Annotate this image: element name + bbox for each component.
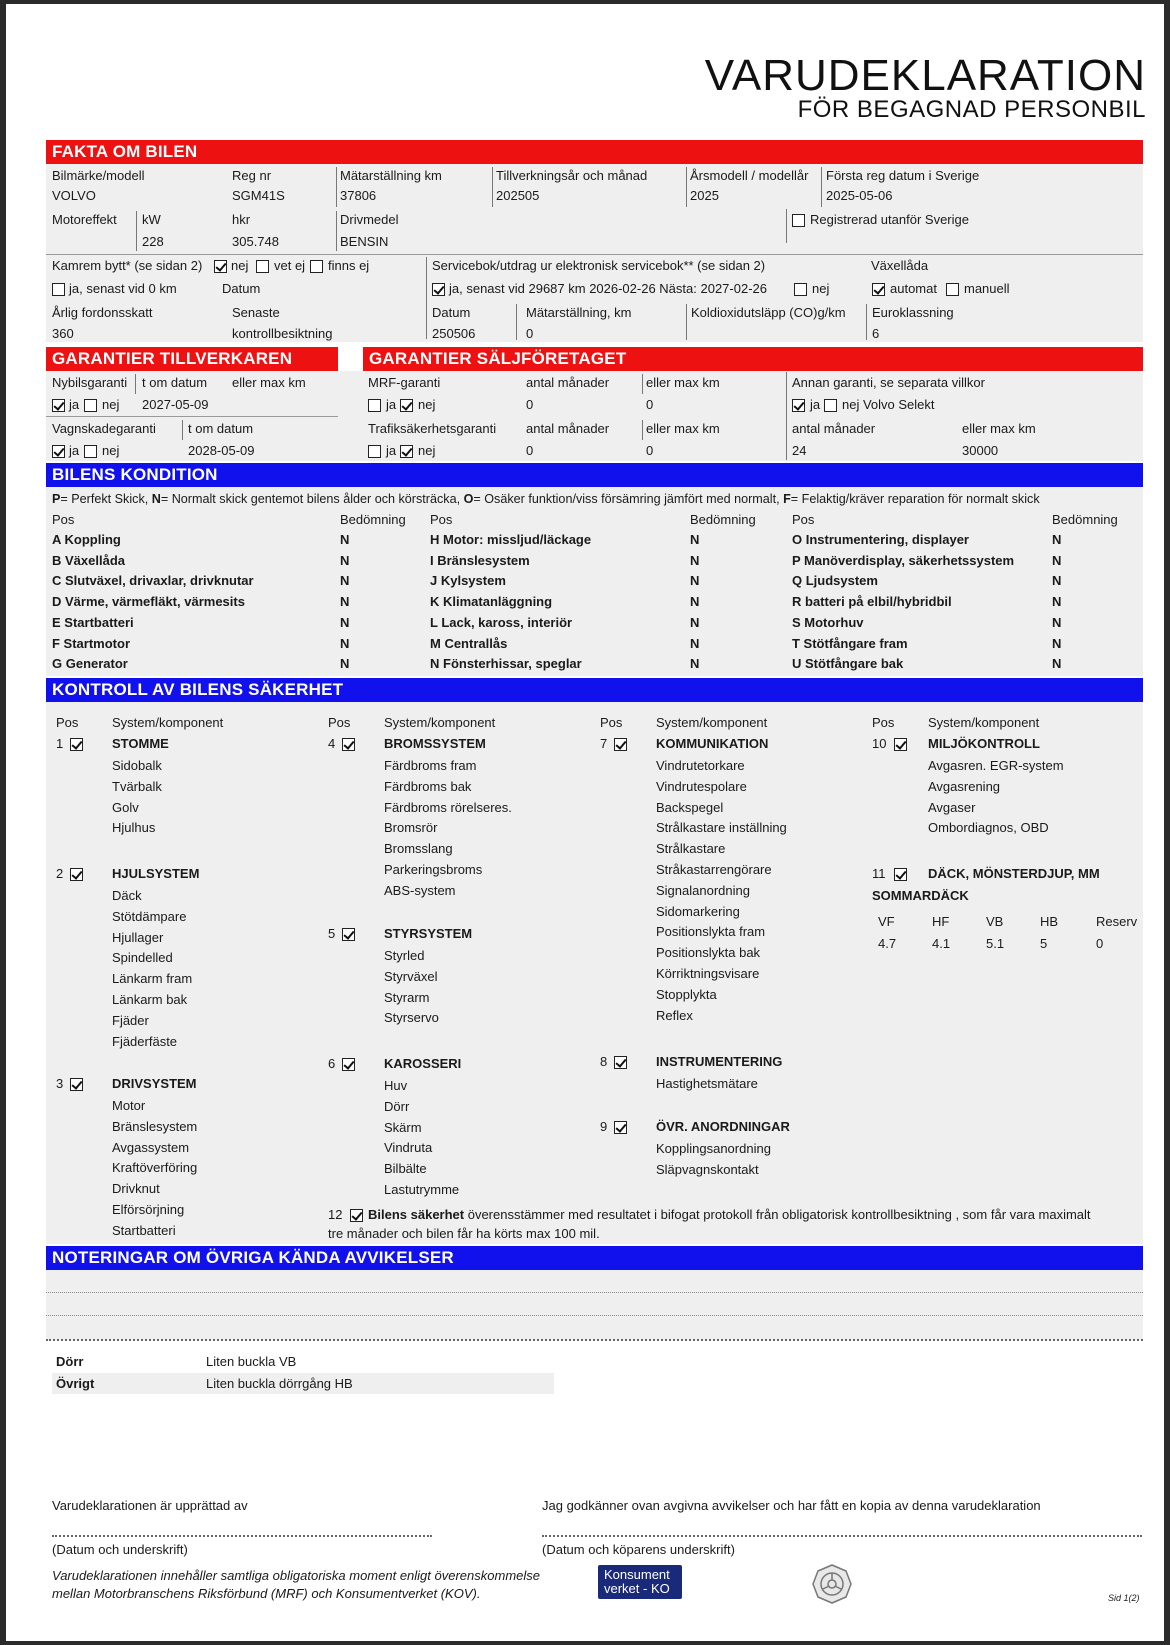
kontroll-pos: 1: [56, 736, 64, 751]
kontroll-component: Drivknut: [112, 1181, 160, 1197]
label-servicebok-nej: nej: [812, 281, 830, 296]
kontroll-component: Strålkastare inställning: [656, 820, 787, 836]
section-header-garanti-saljforetaget: GARANTIER SÄLJFÖRETAGET: [363, 347, 1143, 371]
value-trafik-manader: 0: [526, 443, 534, 458]
kondition-item-label: Q Ljudsystem: [792, 573, 878, 589]
kondition-item-value: N: [690, 656, 700, 672]
kondition-item-value: N: [690, 552, 700, 568]
checkbox-kamrem-vet-ej[interactable]: [256, 260, 269, 273]
kontroll-component: Ombordiagnos, OBD: [928, 820, 1049, 836]
kontroll-component: Styrservo: [384, 1010, 439, 1026]
kontroll-pos-header-2: Pos: [328, 715, 351, 730]
kontroll-pos-12-text-2: tre månader och bilen får ha körts max 100 mil.: [328, 1226, 600, 1241]
kontroll-component: Avgasren. EGR-system: [928, 758, 1064, 773]
value-annan-garanti: nej Volvo Selekt: [842, 397, 935, 412]
checkbox-vagnskada-nej[interactable]: [84, 445, 97, 458]
checkbox-kontroll-g10[interactable]: [894, 738, 907, 751]
label-vagnskada-tom-datum: t om datum: [188, 421, 254, 436]
kontroll-pos: 4: [328, 736, 336, 751]
label-kamrem: Kamrem bytt* (se sidan 2): [52, 258, 203, 273]
kondition-item-value: N: [340, 656, 350, 672]
checkbox-kontroll-g11[interactable]: [894, 868, 907, 881]
label-drivmedel: Drivmedel: [340, 212, 399, 227]
checkbox-kontroll-g2[interactable]: [70, 868, 83, 881]
kontroll-component: Hjulhus: [112, 820, 156, 836]
kontroll-component: Länkarm fram: [112, 971, 193, 987]
checkbox-kontroll-g9[interactable]: [614, 1121, 627, 1134]
kondition-item-label: R batteri på elbil/hybridbil: [792, 594, 952, 610]
value-annan-km: 30000: [962, 443, 999, 458]
kondition-item-value: N: [690, 635, 700, 651]
kontroll-pos: 5: [328, 926, 336, 941]
value-forsta-reg: 2025-05-06: [826, 188, 893, 203]
kondition-item-label: M Centrallås: [430, 635, 508, 651]
checkbox-kamrem-nej[interactable]: [214, 260, 227, 273]
kontroll-system-header-2: System/komponent: [384, 715, 496, 730]
label-hkr: hkr: [232, 212, 251, 227]
kondition-item-label: P Manöverdisplay, säkerhetssystem: [792, 552, 1015, 568]
kontroll-component: Stötdämpare: [112, 908, 187, 924]
label-annan-ja: ja: [810, 397, 821, 412]
tire-header: VF: [878, 914, 895, 929]
kontroll-component: Tvärbalk: [112, 778, 162, 794]
checkbox-kontroll-g6[interactable]: [342, 1058, 355, 1071]
kontroll-component: Stopplykta: [656, 986, 717, 1002]
kontroll-component: Positionslykta fram: [656, 924, 766, 940]
value-regnr: SGM41S: [232, 188, 285, 203]
label-manuell: manuell: [964, 281, 1010, 296]
kondition-item-label: U Stötfångare bak: [792, 656, 904, 672]
label-nybilsgaranti: Nybilsgaranti: [52, 375, 128, 390]
value-matarstallning-2: 0: [526, 326, 534, 341]
kontroll-pos: 3: [56, 1076, 64, 1091]
tire-header: VB: [986, 914, 1004, 929]
label-mrf-nej: nej: [418, 397, 436, 412]
kontroll-component: Dörr: [384, 1098, 410, 1114]
kontroll-group-title: DRIVSYSTEM: [112, 1076, 197, 1091]
checkbox-kamrem-finns-ej[interactable]: [310, 260, 323, 273]
checkbox-annan-ja[interactable]: [792, 399, 805, 412]
kontroll-pos: 11: [872, 866, 886, 881]
checkbox-pos-12[interactable]: [350, 1209, 363, 1222]
checkbox-kamrem-ja[interactable]: [52, 283, 65, 296]
kondition-item-value: N: [340, 635, 350, 651]
kondition-item-label: I Bränslesystem: [430, 552, 530, 568]
kontroll-component: Avgasrening: [928, 778, 1001, 794]
value-senaste: kontrollbesiktning: [232, 326, 333, 341]
label-annan-manader: antal månader: [792, 421, 876, 436]
kondition-item-value: N: [690, 573, 700, 589]
section-header-garanti-tillverkaren: GARANTIER TILLVERKAREN: [46, 347, 338, 371]
kondition-item-label: K Klimatanläggning: [430, 594, 553, 610]
kontroll-pos-12-text: Bilens säkerhet överensstämmer med resultatet i bifogat protokoll från obligatorisk kontrollbesiktning , som får vara maximalt: [368, 1207, 1091, 1222]
label-godkanner: Jag godkänner ovan avgivna avvikelser och har fått en kopia av denna varudeklaration: [542, 1498, 1041, 1513]
kondition-item-label: S Motorhuv: [792, 614, 864, 630]
kondition-pos-header-1: Pos: [52, 512, 75, 527]
checkbox-kontroll-g3[interactable]: [70, 1078, 83, 1091]
kontroll-group-title: ÖVR. ANORDNINGAR: [656, 1119, 790, 1134]
tire-header: HF: [932, 914, 950, 929]
kontroll-component: Positionslykta bak: [656, 945, 761, 961]
label-senaste: Senaste: [232, 305, 280, 320]
kondition-item-label: C Slutväxel, drivaxlar, drivknutar: [52, 573, 254, 589]
value-annan-manader: 24: [792, 443, 807, 458]
kondition-item-value: N: [340, 614, 350, 630]
kontroll-pos: 10: [872, 736, 887, 751]
kontroll-component: Länkarm bak: [112, 992, 188, 1007]
kontroll-group-title: STOMME: [112, 736, 169, 751]
kontroll-component: Vindrutetorkare: [656, 758, 745, 773]
label-nybil-max-km: eller max km: [232, 375, 306, 390]
kontroll-component: Kraftöverföring: [112, 1160, 198, 1176]
kontroll-component: Bilbälte: [384, 1161, 427, 1177]
kondition-item-value: N: [1052, 656, 1062, 672]
kondition-item-value: N: [1052, 532, 1062, 547]
label-tillverkning: Tillverkningsår och månad: [496, 168, 648, 183]
kontroll-component: Färdbroms rörelseres.: [384, 799, 512, 815]
kontroll-component: Bränslesystem: [112, 1118, 198, 1134]
kondition-item-value: N: [690, 594, 700, 610]
label-datum-kopare: (Datum och köparens underskrift): [542, 1542, 735, 1557]
kontroll-component: Släpvagnskontakt: [656, 1161, 759, 1177]
kondition-bedomning-header-1: Bedömning: [340, 512, 406, 527]
kondition-item-label: T Stötfångare fram: [792, 635, 908, 651]
kontroll-component: Backspegel: [656, 799, 724, 815]
kontroll-component: Färdbroms fram: [384, 758, 477, 773]
kontroll-pos: 8: [600, 1054, 608, 1069]
kontroll-component: Spindelled: [112, 950, 173, 966]
value-trafik-km: 0: [646, 443, 654, 458]
checkbox-servicebok-ja[interactable]: [432, 283, 445, 296]
checkbox-nybil-ja[interactable]: [52, 399, 65, 412]
kondition-item-value: N: [340, 594, 350, 610]
kondition-item-value: N: [340, 552, 350, 568]
value-matarstallning: 37806: [340, 188, 377, 203]
kondition-item-value: N: [1052, 594, 1062, 610]
checkbox-annan-nej[interactable]: [824, 399, 837, 412]
value-besiktning-datum: 250506: [432, 326, 476, 341]
kontroll-group-title: BROMSSYSTEM: [384, 736, 486, 751]
kontroll-group-title: MILJÖKONTROLL: [928, 736, 1040, 751]
kondition-item-value: N: [340, 573, 350, 589]
kontroll-group-title: KAROSSERI: [384, 1056, 462, 1071]
tire-header: HB: [1040, 914, 1059, 929]
kontroll-component: Fjäder: [112, 1012, 149, 1028]
value-kw: 228: [142, 234, 164, 249]
kontroll-component: Parkeringsbroms: [384, 862, 483, 877]
signature-line-buyer[interactable]: [542, 1535, 1142, 1537]
kontroll-pos: 6: [328, 1056, 336, 1071]
note-value: Liten buckla VB: [206, 1354, 297, 1369]
kondition-item-label: N Fönsterhissar, speglar: [430, 656, 582, 672]
tire-depth-value: 5: [1040, 936, 1048, 951]
kondition-item-label: B Växellåda: [52, 552, 125, 568]
kontroll-pos: 2: [56, 866, 64, 881]
declaration-page: [6, 4, 1164, 1641]
section-header-kondition: BILENS KONDITION: [46, 463, 1143, 487]
kontroll-component: Reflex: [656, 1007, 693, 1023]
page-subtitle: FÖR BEGAGNAD PERSONBIL: [797, 96, 1146, 123]
value-drivmedel: BENSIN: [340, 234, 389, 249]
kontroll-component: Fjäderfäste: [112, 1033, 178, 1049]
checkbox-kontroll-g8[interactable]: [614, 1056, 627, 1069]
kontroll-system-header-4: System/komponent: [928, 715, 1040, 730]
label-koldioxid: Koldioxidutsläpp (CO)g/km: [691, 305, 846, 320]
footer-note-2: mellan Motorbranschens Riksförbund (MRF) och Konsumentverket (KOV).: [52, 1586, 481, 1601]
note-value: Liten buckla dörrgång HB: [206, 1376, 353, 1391]
kondition-item-value: N: [1052, 552, 1062, 568]
label-vagnskadegaranti: Vagnskadegaranti: [52, 421, 156, 436]
value-euroklass: 6: [872, 326, 880, 341]
kondition-item-label: D Värme, värmefläkt, värmesits: [52, 594, 245, 610]
checkbox-trafik-ja[interactable]: [368, 445, 381, 458]
kontroll-component: Motor: [112, 1098, 146, 1113]
kontroll-component: Hastighetsmätare: [656, 1076, 758, 1091]
kontroll-pos-header-4: Pos: [872, 715, 895, 730]
note-label: Övrigt: [56, 1376, 95, 1391]
label-nybil-ja: ja: [69, 397, 80, 412]
kondition-item-label: L Lack, kaross, interiör: [430, 614, 573, 630]
label-vaxellada: Växellåda: [871, 258, 929, 273]
value-nybil-datum: 2027-05-09: [142, 397, 209, 412]
checkbox-kontroll-g5[interactable]: [342, 928, 355, 941]
kontroll-component: ABS-system: [384, 882, 456, 898]
konsumentverket-logo: Konsument verket - KO: [598, 1565, 682, 1599]
kontroll-component: Färdbroms bak: [384, 778, 472, 794]
kontroll-component: Sidomarkering: [656, 903, 740, 919]
value-vagnskada-datum: 2028-05-09: [188, 443, 255, 458]
label-fordonsskatt: Årlig fordonsskatt: [52, 305, 153, 320]
kontroll-group-title: KOMMUNIKATION: [656, 736, 769, 751]
page-number: Sid 1(2): [1108, 1593, 1140, 1603]
kondition-item-label: A Koppling: [52, 532, 121, 547]
label-annan-garanti: Annan garanti, se separata villkor: [792, 375, 985, 390]
tire-header: Reserv: [1096, 914, 1138, 929]
label-kw: kW: [142, 212, 161, 227]
value-hkr: 305.748: [232, 234, 279, 249]
kontroll-component: Hjullager: [112, 929, 164, 945]
kondition-item-label: J Kylsystem: [430, 573, 506, 589]
label-mrf-ja: ja: [386, 397, 397, 412]
label-nybil-tom-datum: t om datum: [142, 375, 208, 390]
label-vagnskada-nej: nej: [102, 443, 120, 458]
kontroll-pos: 7: [600, 736, 608, 751]
label-trafiksakerhetsgaranti: Trafiksäkerhetsgaranti: [368, 421, 497, 436]
label-upprattad-av: Varudeklarationen är upprättad av: [52, 1498, 248, 1513]
tire-depth-value: 0: [1096, 936, 1104, 951]
kontroll-component: Lastutrymme: [384, 1182, 460, 1197]
label-annan-max-km: eller max km: [962, 421, 1036, 436]
kontroll-pos-header-3: Pos: [600, 715, 623, 730]
checkbox-reg-utanfor[interactable]: [792, 214, 805, 227]
kontroll-component: Avgassystem: [112, 1139, 190, 1155]
label-kamrem-vet-ej: vet ej: [274, 258, 306, 273]
label-nybil-nej: nej: [102, 397, 120, 412]
kontroll-component: Körriktningsvisare: [656, 966, 760, 981]
kontroll-component: Avgaser: [928, 799, 976, 815]
label-mrf-manader: antal månader: [526, 375, 610, 390]
label-trafik-manader: antal månader: [526, 421, 610, 436]
kontroll-component: Strålkastare: [656, 841, 726, 857]
kontroll-group-title: HJULSYSTEM: [112, 866, 200, 881]
value-mrf-manader: 0: [526, 397, 534, 412]
value-tillverkning: 202505: [496, 188, 540, 203]
kontroll-component: Huv: [384, 1078, 408, 1093]
footer-note-1: Varudeklarationen innehåller samtliga obligatoriska moment enligt överenskommelse: [52, 1568, 540, 1583]
kontroll-component: Sidobalk: [112, 758, 162, 773]
kontroll-group-title: INSTRUMENTERING: [656, 1054, 783, 1069]
kontroll-pos-12: 12: [328, 1207, 343, 1222]
label-trafik-nej: nej: [418, 443, 436, 458]
label-kamrem-datum: Datum: [222, 281, 261, 296]
kontroll-component: Vindrutespolare: [656, 778, 747, 794]
label-kamrem-ja: ja, senast vid 0 km: [69, 281, 177, 296]
kontroll-component: Startbatteri: [112, 1222, 176, 1238]
label-datum-underskrift: (Datum och underskrift): [52, 1542, 188, 1557]
kontroll-system-header-1: System/komponent: [112, 715, 224, 730]
label-mrf-garanti: MRF-garanti: [368, 375, 441, 390]
checkbox-trafik-nej[interactable]: [400, 445, 413, 458]
checkbox-mrf-ja[interactable]: [368, 399, 381, 412]
label-kamrem-finns-ej: finns ej: [328, 258, 370, 273]
tire-depth-value: 4.1: [932, 936, 951, 951]
kondition-bedomning-header-2: Bedömning: [690, 512, 756, 527]
checkbox-mrf-nej[interactable]: [400, 399, 413, 412]
checkbox-vagnskada-ja[interactable]: [52, 445, 65, 458]
value-fordonsskatt: 360: [52, 326, 74, 341]
section-header-noteringar: NOTERINGAR OM ÖVRIGA KÄNDA AVVIKELSER: [46, 1246, 1143, 1270]
label-automat: automat: [890, 281, 937, 296]
label-matarstallning: Mätarställning km: [340, 168, 442, 183]
kontroll-component: Kopplingsanordning: [656, 1141, 771, 1156]
tire-depth-value: 5.1: [986, 936, 1005, 951]
label-bilmarke: Bilmärke/modell: [52, 168, 145, 183]
kondition-item-label: E Startbatteri: [52, 614, 134, 630]
kontroll-component: Styrarm: [384, 989, 430, 1005]
tire-depth-value: 4.7: [878, 936, 897, 951]
section-header-fakta: FAKTA OM BILEN: [46, 140, 1143, 164]
kondition-item-value: N: [1052, 635, 1062, 651]
kondition-item-value: N: [690, 614, 700, 630]
checkbox-kontroll-g7[interactable]: [614, 738, 627, 751]
kontroll-component: Bromsslang: [384, 841, 453, 857]
label-trafik-max-km: eller max km: [646, 421, 720, 436]
label-reg-utanfor: Registrerad utanför Sverige: [810, 212, 969, 227]
label-vagnskada-ja: ja: [69, 443, 80, 458]
label-mrf-max-km: eller max km: [646, 375, 720, 390]
kontroll-component: Skärm: [384, 1119, 422, 1135]
kontroll-component: Styrled: [384, 948, 425, 963]
checkbox-servicebok-nej[interactable]: [794, 283, 807, 296]
label-servicebok: Servicebok/utdrag ur elektronisk servicebok** (se sidan 2): [432, 258, 766, 273]
kontroll-group-title: DÄCK, MÖNSTERDJUP, MM: [928, 866, 1100, 881]
kondition-bedomning-header-3: Bedömning: [1052, 512, 1118, 527]
label-trafik-ja: ja: [386, 443, 397, 458]
label-euroklass: Euroklassning: [872, 305, 954, 320]
checkbox-kontroll-g4[interactable]: [342, 738, 355, 751]
kondition-pos-header-3: Pos: [792, 512, 815, 527]
kontroll-component: Styrväxel: [384, 968, 438, 984]
kontroll-component: Golv: [112, 799, 139, 815]
value-bilmarke: VOLVO: [52, 188, 96, 203]
kondition-item-value: N: [340, 532, 350, 547]
label-arsmodell: Årsmodell / modellår: [690, 168, 809, 183]
kontroll-system-header-3: System/komponent: [656, 715, 768, 730]
label-regnr: Reg nr: [232, 168, 272, 183]
kondition-item-label: F Startmotor: [52, 635, 130, 651]
value-mrf-km: 0: [646, 397, 654, 412]
kondition-item-value: N: [1052, 614, 1062, 630]
checkbox-kontroll-g1[interactable]: [70, 738, 83, 751]
kontroll-component: Stråkastarrengörare: [656, 862, 772, 877]
section-header-kontroll: KONTROLL AV BILENS SÄKERHET: [46, 678, 1143, 702]
kontroll-component: Signalanordning: [656, 882, 750, 898]
kondition-item-value: N: [690, 532, 700, 547]
kontroll-component: Däck: [112, 888, 142, 903]
note-row: [52, 1351, 554, 1372]
kontroll-component: Elförsörjning: [112, 1202, 185, 1217]
label-matarstallning-2: Mätarställning, km: [526, 305, 632, 320]
kontroll-group-title: STYRSYSTEM: [384, 926, 473, 941]
kondition-pos-header-2: Pos: [430, 512, 453, 527]
label-sommardack: SOMMARDÄCK: [872, 888, 969, 903]
checkbox-nybil-nej[interactable]: [84, 399, 97, 412]
label-kamrem-nej: nej: [231, 258, 249, 273]
kondition-item-label: G Generator: [52, 656, 128, 672]
kondition-item-value: N: [1052, 573, 1062, 589]
checkbox-automat[interactable]: [872, 283, 885, 296]
label-forsta-reg: Första reg datum i Sverige: [826, 168, 980, 183]
page-title: VARUDEKLARATION: [704, 51, 1146, 100]
label-besiktning-datum: Datum: [432, 305, 471, 320]
checkbox-manuell[interactable]: [946, 283, 959, 296]
kontroll-pos-header-1: Pos: [56, 715, 79, 730]
mrf-seal-icon: [812, 1564, 852, 1604]
kontroll-component: Bromsrör: [384, 820, 438, 836]
note-label: Dörr: [56, 1354, 84, 1369]
kondition-item-label: H Motor: missljud/läckage: [430, 532, 592, 547]
value-servicebok: ja, senast vid 29687 km 2026-02-26 Nästa: 2027-02-26: [449, 281, 767, 296]
signature-line-seller[interactable]: [52, 1535, 432, 1537]
kontroll-pos: 9: [600, 1119, 608, 1134]
kontroll-component: Vindruta: [384, 1140, 433, 1156]
kondition-legend: P= Perfekt Skick, N= Normalt skick gentemot bilens ålder och körsträcka, O= Osäker funktion/viss försämring jämfört med normalt, F= Felaktig/kräver reparation för normalt skick: [52, 492, 1040, 506]
label-motoreffekt: Motoreffekt: [52, 212, 117, 227]
value-arsmodell: 2025: [690, 188, 719, 203]
kondition-item-label: O Instrumentering, displayer: [792, 532, 969, 547]
noteringar-panel: [46, 1270, 1143, 1340]
